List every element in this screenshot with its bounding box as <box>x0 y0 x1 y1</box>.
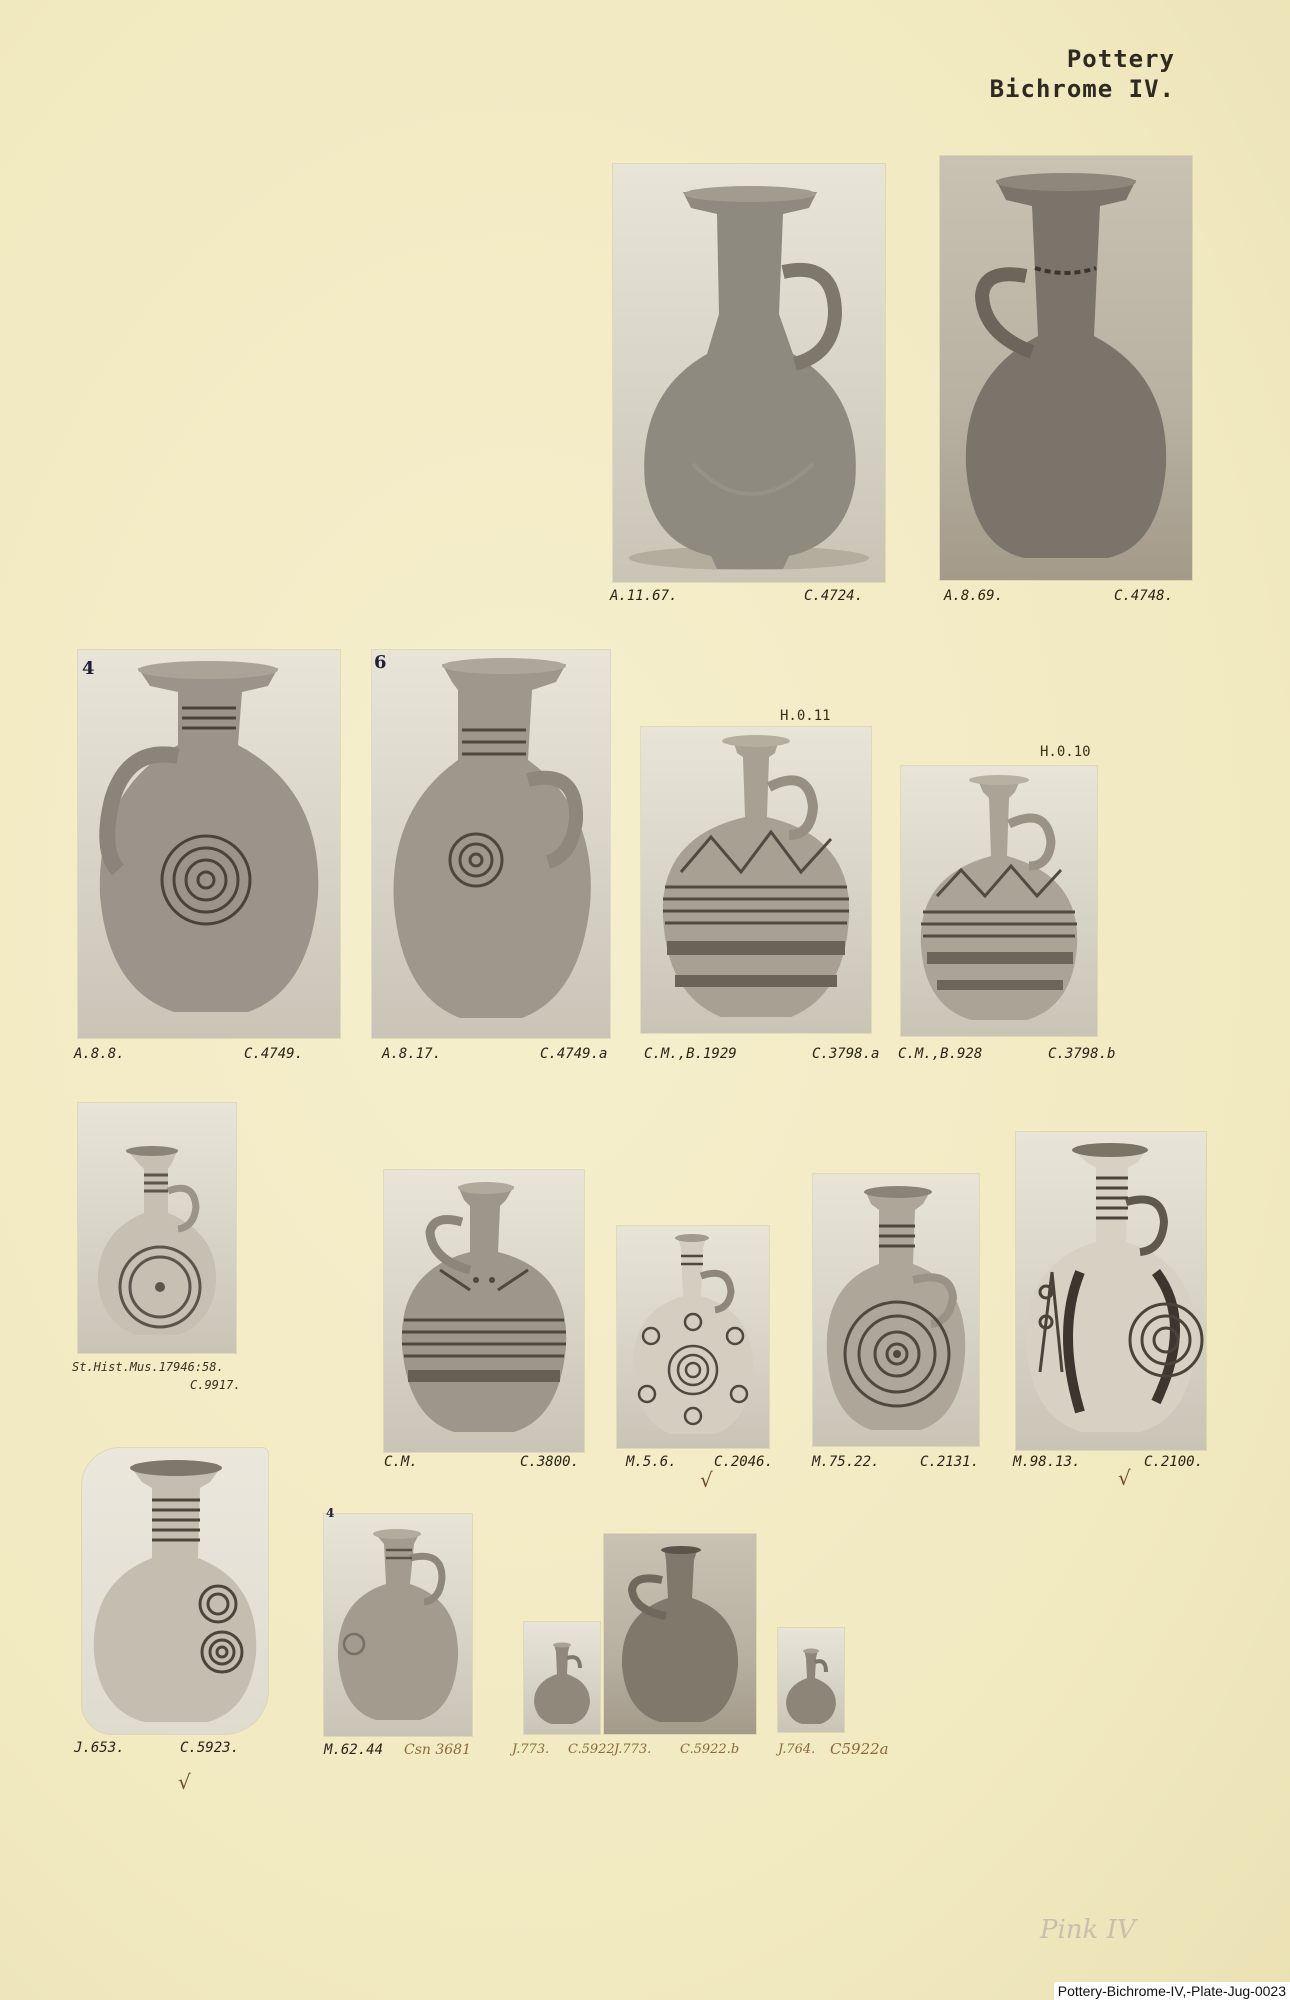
corner-number: 4 <box>326 1506 335 1520</box>
concentric-circle-jug-image <box>372 650 610 1038</box>
catalog-label-left: J.653. <box>74 1740 125 1756</box>
catalog-label-right: C5922a <box>830 1740 889 1758</box>
check-mark: √ <box>1118 1466 1131 1490</box>
concentric-circle-jug-image <box>813 1174 979 1446</box>
jug-photo <box>940 156 1192 580</box>
circle-decorated-jug-image <box>617 1226 769 1448</box>
jug-photo <box>372 650 610 1038</box>
plate-title <box>990 44 1175 104</box>
small-jug-image <box>604 1534 756 1734</box>
concentric-circle-jug-image <box>78 650 340 1038</box>
catalog-label-right: C.3798.a <box>812 1046 880 1062</box>
catalog-label-right: C.2046. <box>714 1454 774 1470</box>
jug-photo <box>641 727 871 1033</box>
title-line-2: Bichrome IV. <box>989 75 1175 103</box>
catalog-label-right: C.5922 <box>568 1742 615 1757</box>
catalog-label-right: C.4724. <box>804 588 864 604</box>
jug-photo <box>613 164 885 582</box>
catalog-label-left: A.8.69. <box>944 588 1004 604</box>
jug-photo <box>324 1514 472 1736</box>
plain-jug-image <box>613 164 885 582</box>
catalog-label-right: C.5922.b <box>680 1742 740 1757</box>
jug-photo <box>524 1622 600 1734</box>
catalog-label-left: A.8.8. <box>74 1046 125 1062</box>
jug-photo <box>78 1103 236 1353</box>
catalog-label-left: M.5.6. <box>626 1454 677 1470</box>
plain-jug-image <box>940 156 1192 580</box>
catalog-label-right: C.9917. <box>190 1378 241 1392</box>
catalog-label-right: C.2131. <box>920 1454 980 1470</box>
jug-photo <box>778 1628 844 1732</box>
catalog-label-left: C.M.,B.1929 <box>644 1046 737 1062</box>
catalog-label-left: J.773. <box>512 1742 550 1757</box>
catalog-label-left: M.98.13. <box>1013 1454 1081 1470</box>
banded-jug-image <box>384 1170 584 1452</box>
small-jug-image <box>324 1514 472 1736</box>
catalog-label-left: A.8.17. <box>382 1046 442 1062</box>
miniature-jug-image <box>778 1628 844 1732</box>
title-line-1: Pottery <box>1066 45 1175 73</box>
jug-photo <box>384 1170 584 1452</box>
catalog-label-left: M.62.44 <box>324 1742 384 1758</box>
catalog-label-left: J.773. <box>614 1742 652 1757</box>
catalog-label-right: C.3798.b <box>1048 1046 1116 1062</box>
catalog-label-right: C.4749. <box>244 1046 304 1062</box>
jug-photo <box>617 1226 769 1448</box>
corner-number: 4 <box>82 658 95 679</box>
catalog-label-left: J.764. <box>778 1742 816 1757</box>
image-caption: Pottery-Bichrome-IV,-Plate-Jug-0023 <box>1054 1982 1290 2000</box>
catalog-label-right: C.2100. <box>1144 1454 1204 1470</box>
banded-jug-image <box>641 727 871 1033</box>
jug-photo <box>82 1448 268 1734</box>
catalog-label-right: C.4748. <box>1114 588 1174 604</box>
catalog-label-right: C.5923. <box>180 1740 240 1756</box>
catalog-label-left: St.Hist.Mus.17946:58. <box>72 1360 224 1374</box>
circle-jug-image <box>78 1103 236 1353</box>
catalog-label-left: C.M.,B.928 <box>898 1046 983 1062</box>
catalog-label-left: M.75.22. <box>812 1454 880 1470</box>
pencil-note: Pink IV <box>1040 1915 1136 1945</box>
check-mark: √ <box>178 1770 191 1794</box>
catalog-label-left: C.M. <box>384 1454 418 1470</box>
catalog-label-right: Csn 3681 <box>404 1742 471 1758</box>
banded-jug-image <box>901 766 1097 1036</box>
miniature-jug-image <box>524 1622 600 1734</box>
jug-photo <box>604 1534 756 1734</box>
catalog-label-left: A.11.67. <box>610 588 678 604</box>
catalog-label-right: C.3800. <box>520 1454 580 1470</box>
jug-photo <box>901 766 1097 1036</box>
jug-photo <box>1016 1132 1206 1450</box>
jug-photo <box>813 1174 979 1446</box>
fish-motif-jug-image <box>1016 1132 1206 1450</box>
corner-number: 6 <box>374 652 387 673</box>
height-note: H.0.10 <box>1040 744 1091 760</box>
height-note: H.0.11 <box>780 708 831 724</box>
catalog-label-right: C.4749.a <box>540 1046 608 1062</box>
check-mark: √ <box>700 1468 713 1492</box>
jug-photo <box>78 650 340 1038</box>
spiral-jug-image <box>82 1448 268 1734</box>
